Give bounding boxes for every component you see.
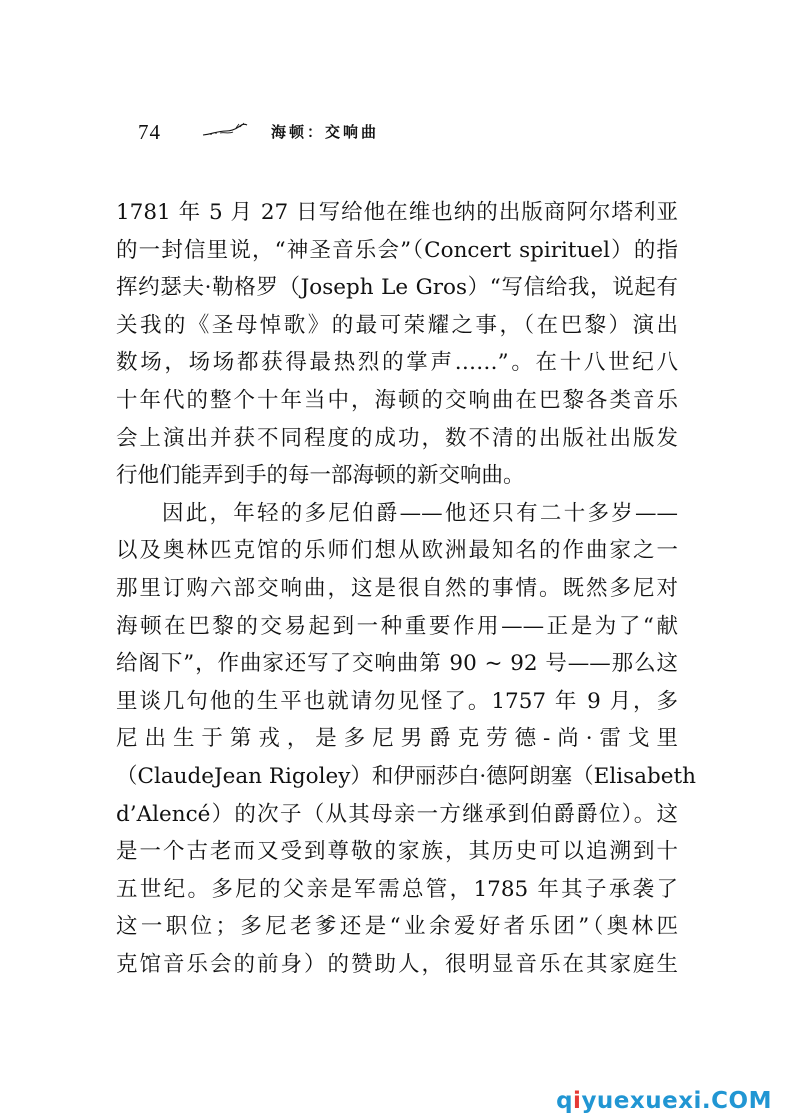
text-line: 会上演出并获不同程度的成功，数不清的出版社出版发 bbox=[116, 425, 678, 451]
text-line: 海顿在巴黎的交易起到一种重要作用——正是为了“献 bbox=[116, 613, 678, 639]
text-line: 挥约瑟夫·勒格罗（Joseph Le Gros）“写信给我，说起有 bbox=[116, 275, 678, 301]
text-line: 以及奥林匹克馆的乐师们想从欧洲最知名的作曲家之一 bbox=[116, 538, 678, 564]
text-line: 里谈几句他的生平也就请勿见怪了。1757 年 9 月，多 bbox=[116, 688, 678, 714]
text-line: 行他们能弄到手的每一部海顿的新交响曲。 bbox=[116, 463, 525, 489]
text-line: （ClaudeJean Rigoley）和伊丽莎白·德阿朗塞（Elisabeth bbox=[116, 763, 696, 789]
paragraph-1 bbox=[116, 194, 678, 495]
watermark-text: i bbox=[573, 1088, 582, 1114]
text-line: 十年代的整个十年当中，海顿的交响曲在巴黎各类音乐 bbox=[116, 387, 678, 413]
text-line: 这一职位；多尼老爹还是“业余爱好者乐团”（奥林匹 bbox=[116, 914, 678, 940]
text-line: 数场，场场都获得最热烈的掌声……”。在十八世纪八 bbox=[116, 350, 678, 376]
text-line: 给阁下”，作曲家还写了交响曲第 90 ~ 92 号——那么这 bbox=[116, 651, 678, 677]
site-watermark bbox=[556, 1088, 772, 1114]
text-line: 因此，年轻的多尼伯爵——他还只有二十多岁—— bbox=[162, 500, 678, 526]
text-line: 五世纪。多尼的父亲是军需总管，1785 年其子承袭了 bbox=[116, 876, 678, 902]
running-title: 海顿：交响曲 bbox=[271, 123, 380, 141]
page-number: 74 bbox=[138, 120, 161, 144]
watermark-text: yuexuexi.COM bbox=[581, 1088, 772, 1114]
body-text bbox=[116, 194, 696, 983]
watermark-text: q bbox=[556, 1088, 574, 1114]
page-header bbox=[138, 118, 538, 148]
text-line: d’Alencé）的次子（从其母亲一方继承到伯爵爵位）。这 bbox=[116, 801, 678, 827]
text-line: 克馆音乐会的前身）的赞助人，很明显音乐在其家庭生 bbox=[116, 951, 678, 977]
text-line: 的一封信里说，“神圣音乐会”（Concert spirituel）的指 bbox=[116, 237, 678, 263]
text-line: 是一个古老而又受到尊敬的家族，其历史可以追溯到十 bbox=[116, 839, 678, 865]
text-line: 1781 年 5 月 27 日写给他在维也纳的出版商阿尔塔利亚 bbox=[116, 200, 678, 225]
flourish-ornament-icon bbox=[202, 122, 248, 138]
text-line: 关我的《圣母悼歌》的最可荣耀之事，（在巴黎）演出 bbox=[116, 312, 678, 338]
text-line: 那里订购六部交响曲，这是很自然的事情。既然多尼对 bbox=[116, 575, 678, 601]
paragraph-2 bbox=[116, 495, 696, 984]
text-line: 尼出生于第戎，是多尼男爵克劳德-尚·雷戈里 bbox=[116, 726, 678, 752]
